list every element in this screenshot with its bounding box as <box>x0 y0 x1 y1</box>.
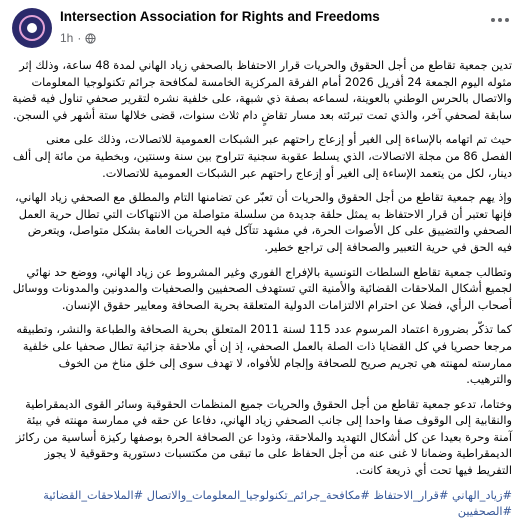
meta-separator: · <box>77 31 82 45</box>
post-paragraph: وإذ يهم جمعية تقاطع من أجل الحقوق والحريات أن تعبّر عن تضامنها التام والمطلق مع الصحفي زياد الهاني، فإنها تعتبر أن قرار الاحتفاظ به يمثل حلقة جديدة من سلسلة متواصلة من الانتهاكات التي تطال حرية العمل الصحفي والتضييق على كل الأصوات الحرة، في مشهد تتآكل فيه الحريات العامة بشكل متواصل، ويتعرض فيه الحق في حرية التعبير والصحافة إلى تراجع خطير. <box>15 191 512 254</box>
hashtag-link[interactable]: #الصحفيين <box>457 505 512 519</box>
post-paragraph: وتطالب جمعية تقاطع السلطات التونسية بالإفراج الفوري وغير المشروط عن زياد الهاني، ووضع حد نهائي لجميع أشكال الملاحقات القضائية والأمنية التي تستهدف الصحفيين والصحفيات والمدونين والمدونات ووسائل أصحاب الرأي، فضلا عن احترام الالتزامات الدولية المتعلقة بحرية الصحافة ومعايير حقوق الإنسان. <box>12 265 512 312</box>
avatar[interactable] <box>12 8 52 48</box>
post-header <box>0 0 524 56</box>
hashtag-link[interactable]: #مكافحة_جرائم_تكنولوجيا_المعلومات_والاتصال <box>146 488 370 502</box>
hashtag-link[interactable]: #قرار_الاحتفاظ <box>373 488 449 502</box>
hashtag-list <box>12 488 512 521</box>
post-body <box>12 58 512 521</box>
more-options-icon[interactable] <box>486 10 514 30</box>
hashtag-link[interactable]: #زياد_الهاني <box>452 488 512 502</box>
post-paragraph: حيث تم اتهامه بالإساءة إلى الغير أو إزعاج راحتهم عبر الشبكات العمومية للاتصالات، وذلك على معنى الفصل 86 من مجلة الاتصالات، الذي يسلط عقوبة سجنية تتراوح بين سنة وسنتين، وبخطية من مائة إلى ألف دينار، لكل من يتعمد الإساءة إلى الغير أو إزعاج راحتهم عبر الشبكات العمومية للاتصالات. <box>12 133 512 180</box>
hashtag-link[interactable]: #الملاحقات_القضائية <box>43 488 144 502</box>
post-paragraph: تدين جمعية تقاطع من أجل الحقوق والحريات قرار الاحتفاظ بالصحفي زياد الهاني لمدة 48 ساعة، وذلك إثر مثوله اليوم الجمعة 24 أفريل 2026 أمام الفرقة المركزية الخامسة لمكافحة جرائم تكنولوجيا المعلومات والاتصال بالحرس الوطني بالعوينة، لسماعه بصفة ذي شبهة، على خلفية نشره لتقرير صحفي تناول فيه قضية سابقة لصحفي آخر، والذي تمت تبرئته بعد مسار تقاضٍ دام ثلاث سنوات، قضى خلالها ستة أشهر في السجن. <box>12 59 512 122</box>
post-time[interactable]: 1h <box>60 31 74 45</box>
globe-icon <box>85 33 96 44</box>
post-paragraph: وختاما، تدعو جمعية تقاطع من أجل الحقوق والحريات جميع المنظمات الحقوقية وسائر القوى الديمقراطية والنقابية إلى الوقوف صفا واحدا إلى جانب الصحفي زياد الهاني، دفاعا عن حقه في ممارسة مهنته في بيئة آمنة وحرة بعيدا عن كل أشكال التهديد والملاحقة، وذودا عن الصحافة الحرة بوصفها ركيزة أساسية من ركائز الديمقراطية وضمانا لا غنى عنه من أجل الحفاظ على ما تبقى من مكتسبات دستورية وحقوقية لا يجوز التفريط فيها تحت أي ذريعة كانت. <box>15 397 512 478</box>
page-name[interactable]: Intersection Association for Rights and Freedoms <box>60 9 380 24</box>
post-meta <box>60 31 96 45</box>
post-paragraph: كما تذكّر بضرورة اعتماد المرسوم عدد 115 لسنة 2011 المتعلق بحرية الصحافة والطباعة والنشر، وتطبيقه مرجعا حصريا في كل القضايا ذات الصلة بالعمل الصحفي، إذ إن أي ملاحقة جزائية تطال صحفيا على خلفية ممارسته لمهنته هي تجريم صريح للصحافة وإلجام للأفواه، لا تهدف سوى إلى خلق مناخ من الخوف والترهيب. <box>16 323 512 387</box>
logo-center <box>27 23 37 33</box>
